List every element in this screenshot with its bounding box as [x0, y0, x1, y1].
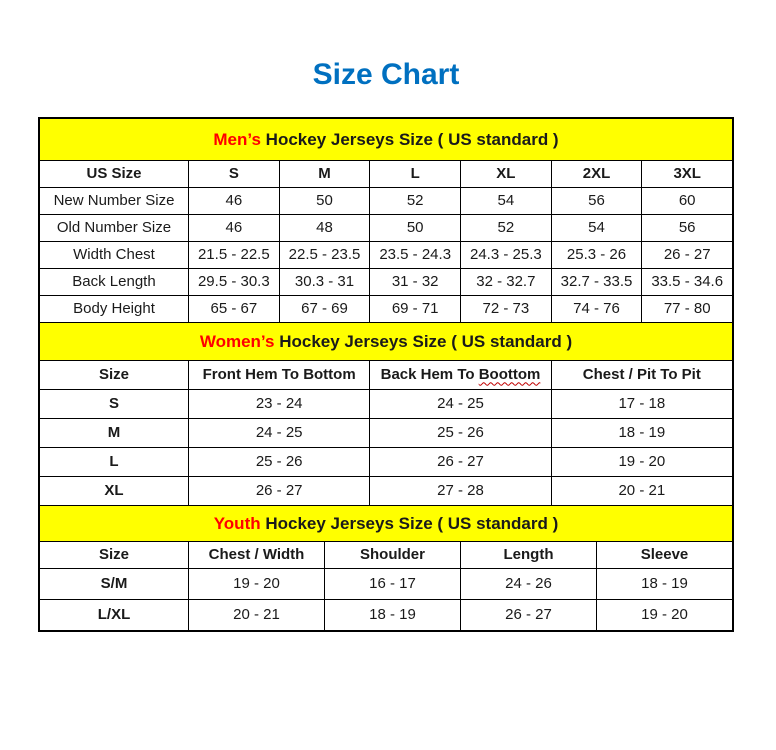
- data-cell: 23.5 - 24.3: [370, 242, 461, 268]
- data-cell: 19 - 20: [641, 605, 688, 623]
- data-cell: 18 - 19: [618, 423, 666, 441]
- data-cell: 18 - 19: [641, 574, 688, 592]
- youth-banner-text: Hockey Jerseys Size ( US standard ): [265, 513, 559, 533]
- column-header: XL: [461, 161, 552, 187]
- table-row: [40, 448, 732, 477]
- row-label: Old Number Size: [40, 215, 189, 241]
- data-cell: 54: [552, 215, 643, 241]
- data-cell: 26 - 27: [189, 477, 370, 505]
- data-cell: 33.5 - 34.6: [651, 272, 724, 290]
- size-chart-table: [38, 117, 734, 632]
- data-cell: 26 - 27: [461, 600, 597, 630]
- youth-banner: [40, 506, 732, 542]
- data-cell: 60: [678, 191, 696, 209]
- column-header: Chest / Pit To Pit: [582, 365, 701, 383]
- column-header: 3XL: [673, 164, 701, 182]
- data-cell: 18 - 19: [325, 600, 461, 630]
- data-cell: 26 - 27: [663, 245, 711, 263]
- data-cell: 25 - 26: [189, 448, 370, 476]
- column-header: 2XL: [552, 161, 643, 187]
- data-cell: 25 - 26: [370, 419, 551, 447]
- data-cell: 69 - 71: [370, 296, 461, 322]
- data-cell: 50: [370, 215, 461, 241]
- row-label: New Number Size: [40, 188, 189, 214]
- data-cell: 16 - 17: [325, 569, 461, 599]
- data-cell: 26 - 27: [370, 448, 551, 476]
- data-cell: 77 - 80: [663, 299, 711, 317]
- data-cell: 72 - 73: [461, 296, 552, 322]
- column-header: Length: [461, 542, 597, 568]
- row-label: XL: [40, 477, 189, 505]
- data-cell: 50: [280, 188, 371, 214]
- womens-banner-text: Hockey Jerseys Size ( US standard ): [279, 331, 573, 351]
- data-cell: 31 - 32: [370, 269, 461, 295]
- mens-header-row: [40, 161, 732, 188]
- data-cell: 32.7 - 33.5: [552, 269, 643, 295]
- youth-section: [40, 506, 732, 630]
- data-cell: 17 - 18: [618, 394, 666, 412]
- table-row: [40, 269, 732, 296]
- data-cell: 25.3 - 26: [552, 242, 643, 268]
- table-row: [40, 242, 732, 269]
- column-header: Size: [40, 361, 189, 389]
- column-header: Shoulder: [325, 542, 461, 568]
- data-cell: 65 - 67: [189, 296, 280, 322]
- column-header: Size: [40, 542, 189, 568]
- youth-banner-highlight: Youth: [213, 513, 261, 533]
- data-cell: 24 - 25: [370, 390, 551, 418]
- column-header: Front Hem To Bottom: [189, 361, 370, 389]
- data-cell: 24 - 26: [461, 569, 597, 599]
- table-row: [40, 215, 732, 242]
- womens-banner: [40, 323, 732, 361]
- data-cell: 48: [280, 215, 371, 241]
- row-label: Back Length: [40, 269, 189, 295]
- data-cell: 56: [678, 218, 696, 236]
- data-cell: 46: [189, 215, 280, 241]
- table-row: [40, 296, 732, 323]
- row-label: Width Chest: [40, 242, 189, 268]
- mens-section: [40, 119, 732, 323]
- data-cell: 24 - 25: [189, 419, 370, 447]
- womens-banner-highlight: Women’s: [199, 331, 275, 351]
- table-row: [40, 390, 732, 419]
- table-row: [40, 188, 732, 215]
- data-cell: 19 - 20: [618, 452, 666, 470]
- table-row: [40, 419, 732, 448]
- womens-section: [40, 323, 732, 506]
- page-title: Size Chart: [312, 58, 460, 91]
- data-cell: 54: [461, 188, 552, 214]
- row-label: Body Height: [40, 296, 189, 322]
- data-cell: 24.3 - 25.3: [461, 242, 552, 268]
- column-header: L: [370, 161, 461, 187]
- mens-banner-text: Hockey Jerseys Size ( US standard ): [265, 129, 559, 149]
- row-label: S: [40, 390, 189, 418]
- youth-header-row: [40, 542, 732, 569]
- column-header: Sleeve: [640, 545, 689, 563]
- row-label: S/M: [40, 569, 189, 599]
- data-cell: 52: [461, 215, 552, 241]
- data-cell: 46: [189, 188, 280, 214]
- data-cell: 21.5 - 22.5: [189, 242, 280, 268]
- data-cell: 22.5 - 23.5: [280, 242, 371, 268]
- column-header: US Size: [40, 161, 189, 187]
- column-header-misspelled: [370, 361, 551, 389]
- data-cell: 19 - 20: [189, 569, 325, 599]
- table-row: [40, 600, 732, 630]
- table-row: [40, 569, 732, 600]
- row-label: L/XL: [40, 600, 189, 630]
- data-cell: 30.3 - 31: [280, 269, 371, 295]
- data-cell: 27 - 28: [370, 477, 551, 505]
- document-page: [38, 58, 734, 632]
- column-header: Chest / Width: [189, 542, 325, 568]
- column-header-prefix: Back Hem To: [380, 365, 475, 383]
- data-cell: 67 - 69: [280, 296, 371, 322]
- data-cell: 20 - 21: [189, 600, 325, 630]
- data-cell: 74 - 76: [552, 296, 643, 322]
- mens-banner: [40, 119, 732, 161]
- column-header: M: [280, 161, 371, 187]
- table-row: [40, 477, 732, 506]
- mens-banner-highlight: Men’s: [213, 129, 261, 149]
- column-header: S: [189, 161, 280, 187]
- row-label: L: [40, 448, 189, 476]
- row-label: M: [40, 419, 189, 447]
- data-cell: 52: [370, 188, 461, 214]
- womens-header-row: [40, 361, 732, 390]
- spellcheck-squiggle-word: Boottom: [478, 365, 541, 383]
- data-cell: 56: [552, 188, 643, 214]
- data-cell: 29.5 - 30.3: [189, 269, 280, 295]
- data-cell: 23 - 24: [189, 390, 370, 418]
- data-cell: 20 - 21: [618, 481, 666, 499]
- data-cell: 32 - 32.7: [461, 269, 552, 295]
